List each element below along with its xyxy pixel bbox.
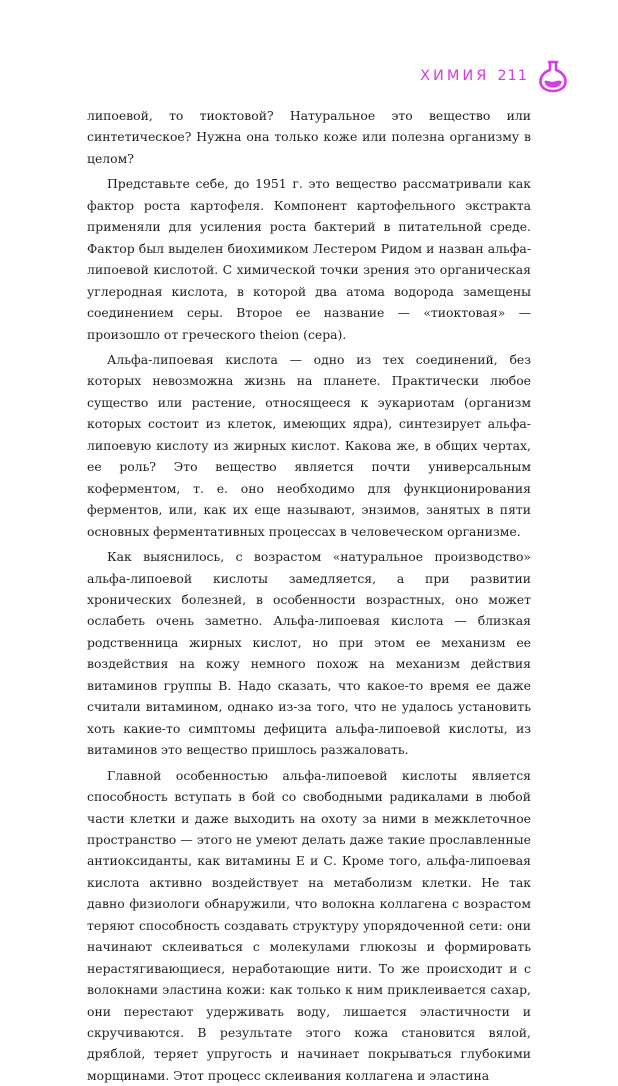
paragraph: Как выяснилось, с возрастом «натуральное производство» альфа-липоевой кислоты замедляется, а при развитии хронических болезней, в особенности возрастных, оно может ослабеть очень заметно. Альфа-липоевая кислота — близкая родственница жирных кислот, но при этом ее механизм ее воздействия на кожу немного похож на механизм действия витаминов группы В. Надо сказать, что какое-то время ее даже считали витамином, однако из-за того, что не удалось установить хоть какие-то симптомы дефицита альфа-липоевой кислоты, из витаминов это вещество пришлось разжаловать. — [87, 549, 531, 758]
page-number: 211 — [497, 68, 528, 84]
paragraph: Представьте себе, до 1951 г. это вещество рассматривали как фактор роста картофеля. Компонент картофельного экстракта применяли для усиления роста бактерий в питательной среде. Фактор был выделен биохимиком Лестером Ридом и назван альфа-липоевой кислотой. С химической точки зрения это органическая углеродная кислота, в которой два атома водорода замещены соединением серы. Второе ее название — «тиоктовая» — произошло от греческого theion (сера). — [87, 176, 531, 342]
body-text — [87, 105, 531, 1086]
paragraph: Главной особенностью альфа-липоевой кислоты является способность вступать в бой со свободными радикалами в любой части клетки и даже выходить на охоту за ними в межклеточное пространство — этого не умеют делать даже такие прославленные антиоксиданты, как витамины Е и С. Кроме того, альфа-липоевая кислота активно воздействует на метаболизм клетки. Не так давно физиологи обнаружили, что волокна коллагена с возрастом теряют способность создавать структуру упорядоченной сети: они начинают склеиваться с молекулами глюкозы и формировать нерастягивающиеся, неработающие нити. То же происходит и с волокнами эластина кожи: как только к ним приклеивается сахар, они перестают удерживать воду, лишается эластичности и скручиваются. В результате этого кожа становится вялой, дряблой, теряет упругость и начинает покрываться глубокими морщинами. Этот процесс склеивания коллагена и эластина — [87, 767, 531, 1083]
paragraph: Альфа-липоевая кислота — одно из тех соединений, без которых невозможна жизнь на планете. Практически любое существо или растение, относящееся к эукариотам (организм которых состоит из клеток, имеющих ядра), синтезирует альфа-липоевую кислоту из жирных кислот. Какова же, в общих чертах, ее роль? Это вещество является почти универсальным коферментом, т. е. оно необходимо для функционирования ферментов, или, как их еще называют, энзимов, занятых в пяти основных ферментативных процессах в человеческом организме. — [87, 351, 531, 539]
section-title: ХИМИЯ — [420, 68, 490, 84]
running-header — [420, 59, 570, 93]
flask-icon — [536, 59, 570, 93]
paragraph-continuation: липоевой, то тиоктовой? Натуральное это вещество или синтетическое? Нужна она только коже или полезна организму в целом? — [87, 108, 531, 166]
